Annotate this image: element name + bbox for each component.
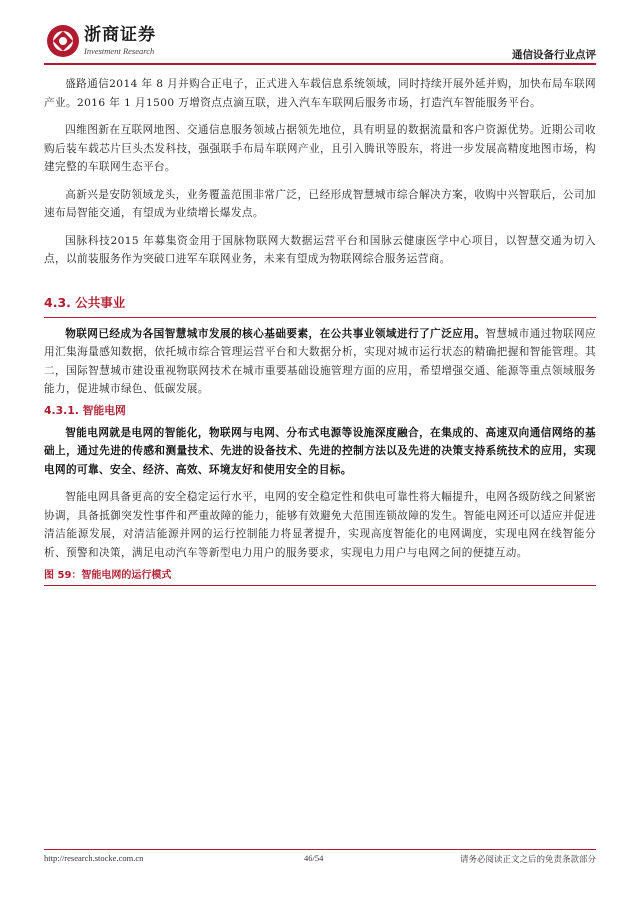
paragraph-shenglu: 盛路通信2014 年 8 月并购合正电子，正式进入车载信息系统领域，同时持续开展外延并购，加快布局车联网产业。2016 年 1 月1500 万增资点点滴互联，进入汽车车联网后服务市场，打造汽车智能服务平台。 bbox=[44, 78, 596, 109]
footer-divider bbox=[44, 849, 596, 850]
paragraph-guomai: 国脉科技2015 年募集资金用于国脉物联网大数据运营平台和国脉云健康医学中心项目，以智慧交通为切入点，以前装服务作为突破口进军车联网业务，未来有望成为物联网综合服务运营商。 bbox=[44, 234, 596, 265]
logo-company-name: 浙商证券 bbox=[84, 24, 156, 45]
paragraph-gosuncn: 高新兴是安防领域龙头，业务覆盖范围非常广泛，已经形成智慧城市综合解决方案，收购中兴智联后，公司加速布局智能交通，有望成为业绩增长爆发点。 bbox=[44, 188, 596, 219]
company-logo bbox=[46, 24, 156, 58]
report-type: 通信设备行业点评 bbox=[512, 49, 596, 61]
header-divider bbox=[44, 63, 596, 65]
page-number: 46/54 bbox=[304, 853, 324, 863]
figure-caption: 图 59：智能电网的运行模式 bbox=[44, 566, 596, 586]
subsection-heading: 4.3.1. 智能电网 bbox=[44, 403, 126, 417]
footer-disclaimer: 请务必阅读正文之后的免责条款部分 bbox=[459, 855, 596, 865]
section-intro-bold: 物联网已经成为各国智慧城市发展的核心基础要素，在公共事业领域进行了广泛应用。 bbox=[65, 327, 486, 340]
logo-tagline: Investment Research bbox=[84, 45, 155, 56]
footer-url[interactable]: http://research.stocke.com.cn bbox=[44, 853, 144, 863]
main-content bbox=[44, 70, 596, 856]
figure-area bbox=[44, 586, 596, 856]
smart-grid-definition: 智能电网就是电网的智能化，物联网与电网、分布式电源等设施深度融合，在集成的、高速双向通信网络的基础上，通过先进的传感和测量技术、先进的设备技术、先进的控制方法以及先进的决策支持系统技术的应用，实现电网的可靠、安全、经济、高效、环境友好和使用安全的目标。 bbox=[44, 426, 596, 476]
section-intro-rest: 智慧城市通过物联网应用汇集海量感知数据，依托城市综合管理运营平台和大数据分析，实现对城市运行状态的精确把握和智能管理。其二，国际智慧城市建设重视物联网技术在城市重要基础设施管理方面的应用，希望增强交通、能源等重点领域服务能力，促进城市绿色、低碳发展。 bbox=[44, 327, 597, 395]
smart-grid-description: 智能电网具备更高的安全稳定运行水平，电网的安全稳定性和供电可靠性将大幅提升，电网各级防线之间紧密协调，具备抵御突发性事件和严重故障的能力，能够有效避免大范围连锁故障的发生。智能电网还可以适应并促进清洁能源发展，对清洁能源并网的运行控制能力将显著提升，实现高度智能化的电网调度，实现电网在线智能分析、预警和决策，满足电动汽车等新型电力用户的服务要求，实现电力用户与电网之间的便捷互动。 bbox=[44, 491, 596, 559]
logo-mark-icon bbox=[46, 24, 80, 58]
section-intro bbox=[44, 325, 596, 399]
paragraph-navinfo: 四维图新在互联网地图、交通信息服务领域占据领先地位，具有明显的数据流量和客户资源优势。近期公司收购后装车载芯片巨头杰发科技，强强联手布局车联网产业，且引入腾讯等股东，将进一步发展高精度地图市场，构建完整的车联网生态平台。 bbox=[44, 124, 596, 173]
section-heading: 4.3. 公共事业 bbox=[44, 293, 596, 318]
